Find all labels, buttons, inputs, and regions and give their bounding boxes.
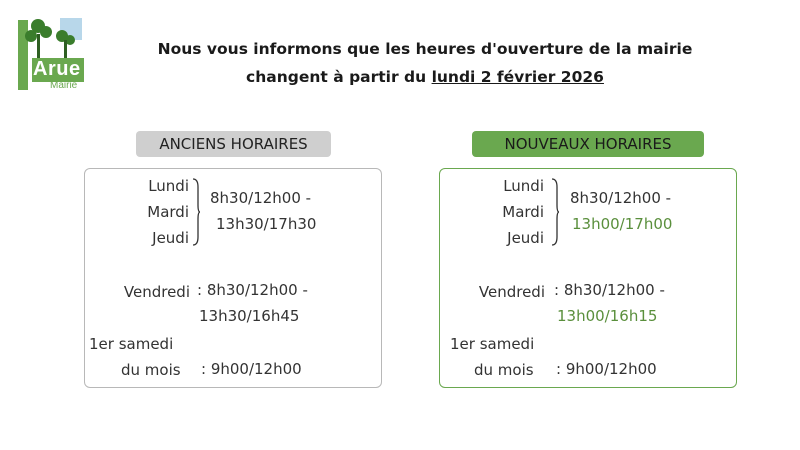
announcement-date: lundi 2 février 2026 [431,68,604,86]
new-saturday-hours: : 9h00/12h00 [556,360,657,378]
announcement-line-2 [100,68,750,86]
old-hours-heading: ANCIENS HORAIRES [136,131,331,157]
new-day-tuesday: Mardi [502,203,544,221]
old-friday-label: Vendredi [123,283,190,301]
old-hours-panel [84,168,382,388]
new-hours-panel [439,168,737,388]
new-friday-label: Vendredi [478,283,545,301]
logo-subtitle: Mairie [50,80,78,91]
new-weekday-hours-2: 13h00/17h00 [572,215,673,233]
old-weekday-hours-1: 8h30/12h00 - [210,189,312,207]
announcement-prefix: changent à partir du [246,68,432,86]
new-friday-hours-2: 13h00/16h15 [557,307,658,325]
new-saturday-label-2: du mois [474,361,534,379]
old-friday-hours-2: 13h30/16h45 [199,307,300,325]
old-brace-icon [191,177,201,247]
new-friday-hours-1: : 8h30/12h00 - [554,281,665,299]
old-day-monday: Lundi [148,177,189,195]
new-hours-heading: NOUVEAUX HORAIRES [472,131,704,157]
new-day-monday: Lundi [503,177,544,195]
new-weekday-hours-1: 8h30/12h00 - [570,189,672,207]
old-weekday-hours-2: 13h30/17h30 [216,215,317,233]
old-friday-hours-1: : 8h30/12h00 - [197,281,308,299]
new-day-thursday: Jeudi [507,229,544,247]
old-day-thursday: Jeudi [152,229,189,247]
new-saturday-label-1: 1er samedi [450,335,535,353]
old-day-tuesday: Mardi [147,203,189,221]
old-saturday-label-1: 1er samedi [89,335,174,353]
logo-name: Arue [33,58,81,80]
announcement-line-1: Nous vous informons que les heures d'ouverture de la mairie [157,40,693,58]
old-saturday-label-2: du mois [121,361,181,379]
new-brace-icon [550,177,560,247]
old-saturday-hours: : 9h00/12h00 [201,360,302,378]
